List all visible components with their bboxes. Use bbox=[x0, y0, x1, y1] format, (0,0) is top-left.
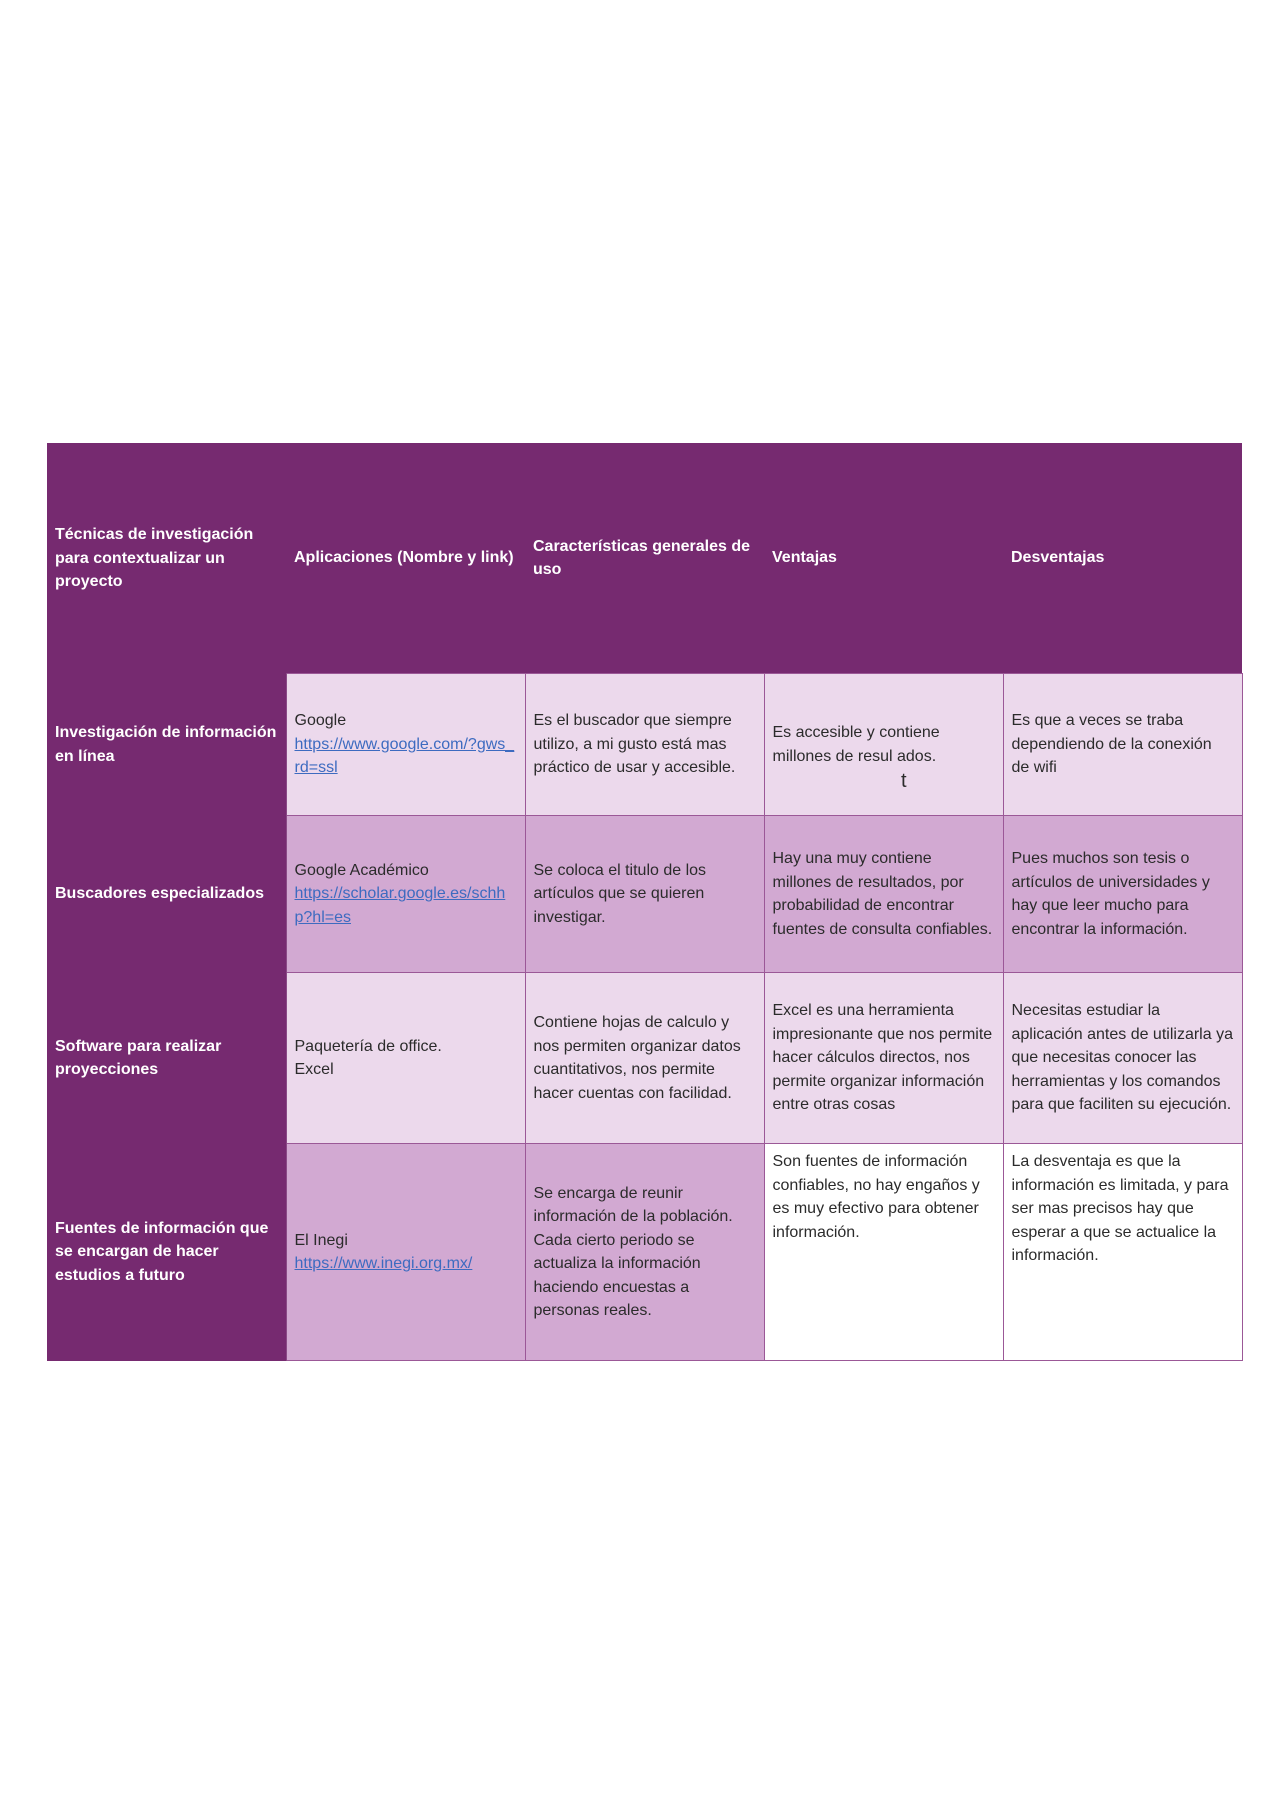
row-disadvantages: Es que a veces se traba dependiendo de la conexión de wifi bbox=[1003, 674, 1242, 816]
table-row bbox=[47, 973, 1242, 1144]
row-application bbox=[286, 1144, 525, 1361]
row-technique: Fuentes de información que se encargan de hacer estudios a futuro bbox=[47, 1144, 286, 1361]
row-technique: Buscadores especializados bbox=[47, 816, 286, 973]
app-link[interactable]: https://scholar.google.es/schhp?hl=es bbox=[294, 885, 506, 926]
table-row bbox=[47, 674, 1242, 816]
row-advantages: Son fuentes de información confiables, no hay engaños y es muy efectivo para obtener información. bbox=[764, 1144, 1003, 1361]
stray-glyph: t bbox=[901, 770, 907, 792]
header-advantages: Ventajas bbox=[764, 443, 1003, 674]
row-application bbox=[286, 816, 525, 973]
row-disadvantages: La desventaja es que la información es limitada, y para ser mas precisos hay que esperar a que se actualice la información. bbox=[1003, 1144, 1242, 1361]
row-advantages: Es accesible y contiene millones de resul ados. bbox=[764, 674, 1003, 816]
app-link[interactable]: https://www.inegi.org.mx/ bbox=[294, 1255, 473, 1272]
row-advantages: Excel es una herramienta impresionante que nos permite hacer cálculos directos, nos permite organizar información entre otras cosas bbox=[764, 973, 1003, 1144]
app-detail: Excel bbox=[294, 1061, 334, 1078]
row-characteristics: Se coloca el titulo de los artículos que se quieren investigar. bbox=[525, 816, 764, 973]
app-name: Google bbox=[294, 712, 347, 730]
row-disadvantages: Pues muchos son tesis o artículos de universidades y hay que leer mucho para encontrar la información. bbox=[1003, 816, 1242, 973]
header-characteristics: Características generales de uso bbox=[525, 443, 764, 674]
row-characteristics: Se encarga de reunir información de la población. Cada cierto periodo se actualiza la información haciendo encuestas a personas reales. bbox=[525, 1144, 764, 1361]
table-row bbox=[47, 816, 1242, 973]
techniques-table bbox=[47, 443, 1243, 1361]
row-application bbox=[286, 973, 525, 1144]
row-application bbox=[286, 674, 525, 816]
header-applications: Aplicaciones (Nombre y link) bbox=[286, 443, 525, 674]
app-name: Paquetería de office. bbox=[294, 1037, 442, 1055]
row-advantages: Hay una muy contiene millones de resultados, por probabilidad de encontrar fuentes de consulta confiables. bbox=[764, 816, 1003, 973]
row-technique: Investigación de información en línea bbox=[47, 674, 286, 816]
table-row bbox=[47, 1144, 1242, 1361]
row-characteristics: Contiene hojas de calculo y nos permiten organizar datos cuantitativos, nos permite hacer cuentas con facilidad. bbox=[525, 973, 764, 1144]
app-name: Google Académico bbox=[294, 861, 429, 879]
row-technique: Software para realizar proyecciones bbox=[47, 973, 286, 1144]
app-name: El Inegi bbox=[294, 1231, 348, 1249]
row-characteristics: Es el buscador que siempre utilizo, a mi gusto está mas práctico de usar y accesible. bbox=[525, 674, 764, 816]
table-header-row bbox=[47, 443, 1242, 674]
header-techniques: Técnicas de investigación para contextualizar un proyecto bbox=[47, 443, 286, 674]
app-link[interactable]: https://www.google.com/?gws_rd=ssl bbox=[294, 735, 515, 777]
row-disadvantages: Necesitas estudiar la aplicación antes de utilizarla ya que necesitas conocer las herramientas y los comandos para que faciliten su ejecución. bbox=[1003, 973, 1242, 1144]
header-disadvantages: Desventajas bbox=[1003, 443, 1242, 674]
